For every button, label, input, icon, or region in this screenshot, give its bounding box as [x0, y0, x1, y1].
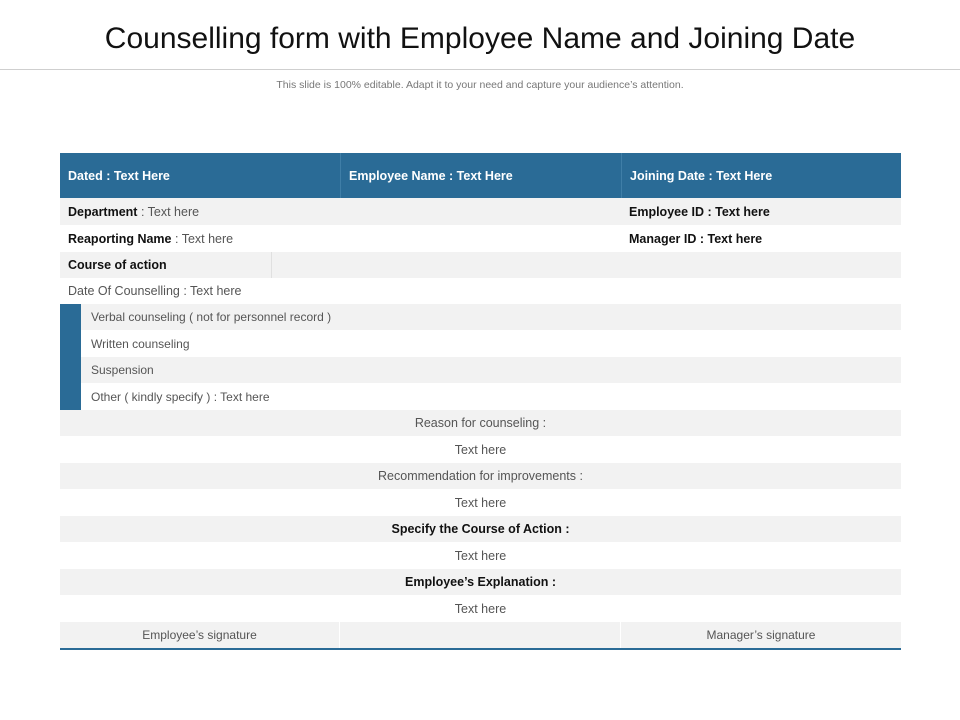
- employee-signature[interactable]: Employee’s signature: [60, 622, 340, 648]
- option-label: Verbal counseling ( not for personnel record ): [91, 310, 332, 324]
- counselling-form: [60, 153, 901, 650]
- reporting-name-field[interactable]: [60, 225, 621, 252]
- reporting-name-value: : Text here: [171, 231, 234, 246]
- option-row: [60, 330, 901, 357]
- department-row: [60, 198, 901, 225]
- manager-id-field[interactable]: Manager ID : Text here: [629, 231, 763, 246]
- option-label: Suspension: [91, 363, 154, 377]
- option-label: Written counseling: [91, 336, 190, 351]
- recommendation-label: Recommendation for improvements :: [378, 469, 583, 483]
- department-label: Department: [68, 204, 138, 219]
- recommendation-label-row: [60, 463, 901, 489]
- option-row: [60, 304, 901, 330]
- reason-label: Reason for counseling :: [414, 416, 547, 430]
- department-field[interactable]: [60, 198, 621, 225]
- specify-course-label: Specify the Course of Action :: [391, 522, 570, 536]
- recommendation-value[interactable]: Text here: [454, 495, 507, 510]
- reason-label-row: [60, 410, 901, 436]
- option-row: [60, 357, 901, 383]
- date-of-counselling-row: [60, 278, 901, 304]
- reason-value[interactable]: Text here: [454, 442, 507, 457]
- signature-spacer: [340, 622, 621, 648]
- reason-value-row: [60, 436, 901, 463]
- department-value: : Text here: [137, 204, 200, 219]
- option-row: [60, 383, 901, 410]
- specify-value-row: [60, 542, 901, 569]
- reporting-name-label: Reaporting Name: [68, 231, 172, 246]
- option-checkbox[interactable]: [60, 304, 81, 330]
- option-label: Other ( kindly specify ) : Text here: [91, 389, 270, 404]
- employee-explanation-value[interactable]: Text here: [454, 601, 507, 616]
- reporting-name-row: [60, 225, 901, 252]
- option-checkbox[interactable]: [60, 330, 81, 357]
- specify-label-row: [60, 516, 901, 542]
- explanation-label-row: [60, 569, 901, 595]
- date-of-counselling-field[interactable]: Date Of Counselling : Text here: [68, 284, 242, 298]
- form-header-row: [60, 153, 901, 198]
- course-of-action-label: Course of action: [60, 252, 272, 278]
- option-checkbox[interactable]: [60, 357, 81, 383]
- course-of-action-value[interactable]: [272, 252, 901, 278]
- employee-id-field[interactable]: Employee ID : Text here: [629, 204, 770, 219]
- dated-header[interactable]: Dated : Text Here: [68, 168, 170, 183]
- employee-name-header[interactable]: Employee Name : Text Here: [340, 153, 621, 198]
- course-of-action-row: [60, 252, 901, 278]
- option-checkbox[interactable]: [60, 383, 81, 410]
- recommendation-value-row: [60, 489, 901, 516]
- employee-explanation-label: Employee’s Explanation :: [405, 575, 556, 589]
- explanation-value-row: [60, 595, 901, 622]
- page-subtitle: This slide is 100% editable. Adapt it to your need and capture your audience’s attention.: [276, 79, 684, 91]
- signature-row: [60, 622, 901, 648]
- manager-signature[interactable]: Manager’s signature: [706, 628, 816, 642]
- specify-course-value[interactable]: Text here: [454, 548, 507, 563]
- joining-date-header[interactable]: Joining Date : Text Here: [621, 153, 901, 198]
- title-divider: [0, 69, 960, 70]
- page-title: Counselling form with Employee Name and Joining Date: [104, 22, 856, 55]
